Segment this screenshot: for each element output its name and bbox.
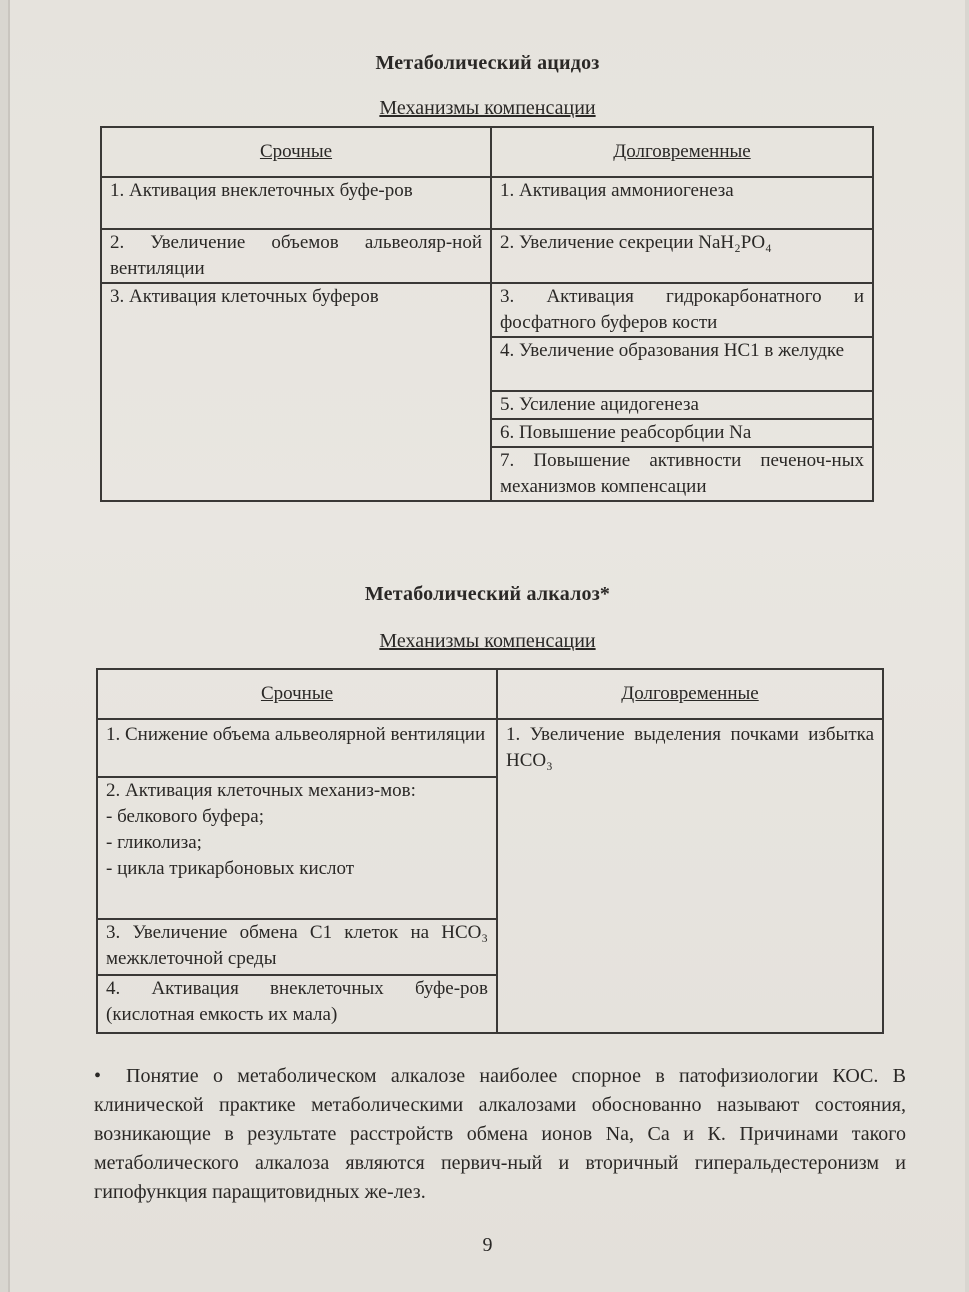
long-term-item: 2. Увеличение секреции NaH₂PO₄ [491, 229, 873, 283]
urgent-item: 2. Увеличение объемов альвеоляр-ной вентиляции [101, 229, 491, 283]
urgent-item: 1. Снижение объема альвеолярной вентиляции [97, 719, 497, 777]
urgent-item: 1. Активация внеклеточных буфе-ров [101, 177, 491, 229]
acidosis-compensation-table [100, 126, 874, 502]
footnote-text: Понятие о метаболическом алкалозе наиболее спорное в патофизиологии КОС. В клинической практике метаболическими алкалозами обоснованно называют состояния, возникающие в результате расстройств обмена ионов Na, Ca и К. Причинами такого метаболического алкалоза являются первич-ный и вторичный гиперальдестеронизм и гипофункция паращитовидных же-лез. [94, 1065, 906, 1203]
alkalosis-compensation-table [96, 668, 884, 1034]
long-term-item: 5. Усиление ацидогенеза [491, 391, 873, 419]
long-term-item: 4. Увеличение образования HC1 в желудке [491, 337, 873, 391]
page-number: 9 [482, 1234, 493, 1256]
urgent-item: 2. Активация клеточных механиз-мов: [106, 780, 416, 801]
long-term-item: 6. Повышение реабсорбции Na [491, 419, 873, 447]
long-term-item: 7. Повышение активности печеноч-ных механизмов компенсации [491, 447, 873, 501]
urgent-item-group [97, 777, 497, 919]
urgent-subitem: - цикла трикарбоновых кислот [106, 858, 355, 879]
urgent-subitem: - белкового буфера; [106, 806, 265, 827]
header-urgent: Срочные [97, 669, 497, 719]
document-page [8, 0, 965, 1292]
footnote-paragraph [94, 1062, 906, 1207]
bullet-icon: • [94, 1065, 102, 1087]
long-term-item: 1. Увеличение выделения почками избытка HCO₃ [497, 719, 883, 1033]
urgent-item: 3. Активация клеточных буферов [101, 283, 491, 501]
header-urgent: Срочные [101, 127, 491, 177]
section1-subtitle: Механизмы компенсации [379, 97, 596, 119]
section1-title: Метаболический ацидоз [375, 52, 600, 74]
section2-title: Метаболический алкалоз* [364, 583, 611, 605]
header-long-term: Долговременные [497, 669, 883, 719]
urgent-item: 3. Увеличение обмена C1 клеток на HCO₃ межклеточной среды [97, 919, 497, 975]
urgent-subitem: - гликолиза; [106, 832, 202, 853]
urgent-item: 4. Активация внеклеточных буфе-ров (кислотная емкость их мала) [97, 975, 497, 1033]
header-long-term: Долговременные [491, 127, 873, 177]
section2-subtitle: Механизмы компенсации [379, 630, 596, 652]
long-term-item: 3. Активация гидрокарбонатного и фосфатного буферов кости [491, 283, 873, 337]
long-term-item: 1. Активация аммониогенеза [491, 177, 873, 229]
